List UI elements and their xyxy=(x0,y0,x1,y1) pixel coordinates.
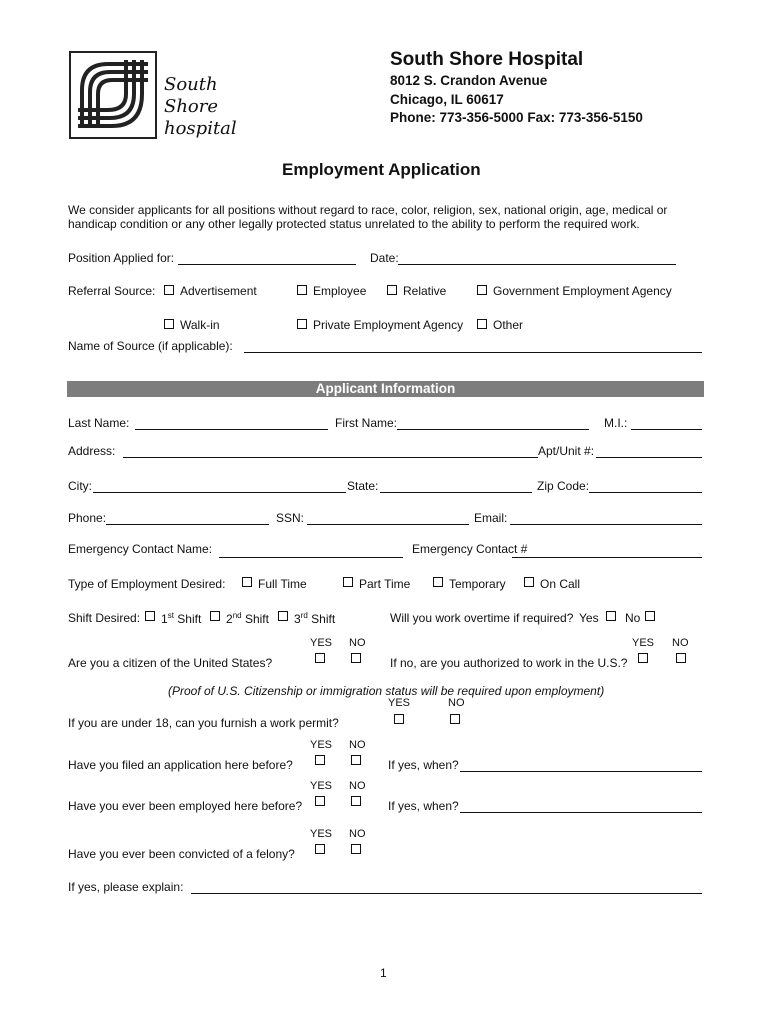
overtime-question: Will you work overtime if required? xyxy=(390,611,574,625)
part-time-label: Part Time xyxy=(359,577,411,591)
referral-employee-checkbox[interactable] xyxy=(297,285,307,295)
apt-field[interactable] xyxy=(596,457,702,458)
employed-when-field[interactable] xyxy=(460,812,702,813)
under18-question: If you are under 18, can you furnish a work permit? xyxy=(68,716,339,730)
logo-text-hospital: hospital xyxy=(164,118,237,139)
felony-no-header: NO xyxy=(349,828,366,840)
emergency-name-field[interactable] xyxy=(219,557,403,558)
ssn-field[interactable] xyxy=(307,524,469,525)
position-label: Position Applied for: xyxy=(68,251,175,265)
hospital-logo xyxy=(68,48,244,143)
second-shift-label: 2nd Shift xyxy=(226,611,269,626)
applicant-info-section-header: Applicant Information xyxy=(67,381,704,397)
proof-note: (Proof of U.S. Citizenship or immigration status will be required upon employment) xyxy=(168,684,605,698)
authorized-question: If no, are you authorized to work in the U.S.? xyxy=(390,656,628,670)
email-label: Email: xyxy=(474,511,508,525)
filed-yes-checkbox[interactable] xyxy=(315,755,325,765)
referral-relative-label: Relative xyxy=(403,284,447,298)
referral-advertisement-label: Advertisement xyxy=(180,284,257,298)
address-field[interactable] xyxy=(123,457,538,458)
referral-other-checkbox[interactable] xyxy=(477,319,487,329)
source-name-label: Name of Source (if applicable): xyxy=(68,339,233,353)
on-call-label: On Call xyxy=(540,577,581,591)
form-title: Employment Application xyxy=(282,160,481,179)
logo-mark-icon xyxy=(68,50,158,142)
filed-when-label: If yes, when? xyxy=(388,758,459,772)
citizen-yes-checkbox[interactable] xyxy=(315,653,325,663)
overtime-no-label: No xyxy=(625,611,641,625)
shift-label: Shift Desired: xyxy=(68,611,141,625)
permit-yes-header: YES xyxy=(388,697,411,709)
page-number: 1 xyxy=(380,966,387,980)
temporary-checkbox[interactable] xyxy=(433,577,443,587)
full-time-label: Full Time xyxy=(258,577,307,591)
explain-label: If yes, please explain: xyxy=(68,880,184,894)
filed-before-question: Have you filed an application here before? xyxy=(68,758,293,772)
employed-before-question: Have you ever been employed here before? xyxy=(68,799,303,813)
position-field[interactable] xyxy=(178,264,356,265)
hospital-city: Chicago, IL 60617 xyxy=(390,92,504,107)
filed-when-field[interactable] xyxy=(460,771,702,772)
referral-advertisement-checkbox[interactable] xyxy=(164,285,174,295)
referral-walkin-label: Walk-in xyxy=(180,318,220,332)
overtime-no-checkbox[interactable] xyxy=(645,611,655,621)
on-call-checkbox[interactable] xyxy=(524,577,534,587)
citizen-yes-header: YES xyxy=(310,637,333,649)
felony-yes-checkbox[interactable] xyxy=(315,844,325,854)
first-shift-label: 1st Shift xyxy=(161,611,202,626)
authorized-no-header: NO xyxy=(672,637,689,649)
intro-line-2: handicap condition or any other legally protected status unrelated to the ability to perform the required work. xyxy=(68,217,640,231)
mi-field[interactable] xyxy=(631,429,702,430)
city-field[interactable] xyxy=(93,492,346,493)
last-name-label: Last Name: xyxy=(68,416,130,430)
authorized-yes-header: YES xyxy=(632,637,655,649)
hospital-name: South Shore Hospital xyxy=(390,49,584,70)
overtime-yes-checkbox[interactable] xyxy=(606,611,616,621)
felony-yes-header: YES xyxy=(310,828,333,840)
hospital-phone: Phone: 773-356-5000 Fax: 773-356-5150 xyxy=(390,110,643,125)
filed-yes-header: YES xyxy=(310,739,333,751)
source-name-field[interactable] xyxy=(244,352,702,353)
employed-yes-checkbox[interactable] xyxy=(315,796,325,806)
filed-no-checkbox[interactable] xyxy=(351,755,361,765)
second-shift-checkbox[interactable] xyxy=(210,611,220,621)
last-name-field[interactable] xyxy=(135,429,328,430)
referral-other-label: Other xyxy=(493,318,524,332)
felony-question: Have you ever been convicted of a felony? xyxy=(68,847,295,861)
logo-text-shore: Shore xyxy=(164,96,219,117)
referral-walkin-checkbox[interactable] xyxy=(164,319,174,329)
part-time-checkbox[interactable] xyxy=(343,577,353,587)
emergency-number-label: Emergency Contact # xyxy=(412,542,528,556)
referral-government-label: Government Employment Agency xyxy=(493,284,672,298)
temporary-label: Temporary xyxy=(449,577,506,591)
citizen-no-checkbox[interactable] xyxy=(351,653,361,663)
overtime-yes-label: Yes xyxy=(579,611,599,625)
referral-employee-label: Employee xyxy=(313,284,367,298)
citizen-no-header: NO xyxy=(349,637,366,649)
referral-relative-checkbox[interactable] xyxy=(387,285,397,295)
address-label: Address: xyxy=(68,444,116,458)
emergency-name-label: Emergency Contact Name: xyxy=(68,542,213,556)
third-shift-label: 3rd Shift xyxy=(294,611,336,626)
permit-no-header: NO xyxy=(448,697,465,709)
zip-field[interactable] xyxy=(589,492,702,493)
mi-label: M.I.: xyxy=(604,416,628,430)
first-shift-checkbox[interactable] xyxy=(145,611,155,621)
state-label: State: xyxy=(347,479,379,493)
phone-field[interactable] xyxy=(106,524,269,525)
full-time-checkbox[interactable] xyxy=(242,577,252,587)
referral-private-agency-label: Private Employment Agency xyxy=(313,318,464,332)
felony-no-checkbox[interactable] xyxy=(351,844,361,854)
referral-private-agency-checkbox[interactable] xyxy=(297,319,307,329)
date-label: Date: xyxy=(370,251,399,265)
date-field[interactable] xyxy=(398,264,676,265)
state-field[interactable] xyxy=(380,492,532,493)
referral-government-checkbox[interactable] xyxy=(477,285,487,295)
third-shift-checkbox[interactable] xyxy=(278,611,288,621)
city-label: City: xyxy=(68,479,92,493)
first-name-field[interactable] xyxy=(397,429,589,430)
hospital-address: 8012 S. Crandon Avenue xyxy=(390,73,548,88)
explain-field[interactable] xyxy=(191,893,702,894)
citizen-question: Are you a citizen of the United States? xyxy=(68,656,273,670)
employed-yes-header: YES xyxy=(310,780,333,792)
authorized-yes-checkbox[interactable] xyxy=(638,653,648,663)
permit-no-checkbox[interactable] xyxy=(450,714,460,724)
employment-type-label: Type of Employment Desired: xyxy=(68,577,226,591)
emergency-number-field[interactable] xyxy=(512,557,702,558)
ssn-label: SSN: xyxy=(276,511,305,525)
phone-label: Phone: xyxy=(68,511,107,525)
filed-no-header: NO xyxy=(349,739,366,751)
employed-no-header: NO xyxy=(349,780,366,792)
referral-label: Referral Source: xyxy=(68,284,156,298)
first-name-label: First Name: xyxy=(335,416,398,430)
apt-label: Apt/Unit #: xyxy=(538,444,595,458)
logo-text-south: South xyxy=(164,74,218,95)
employed-no-checkbox[interactable] xyxy=(351,796,361,806)
email-field[interactable] xyxy=(510,524,702,525)
employed-when-label: If yes, when? xyxy=(388,799,459,813)
authorized-no-checkbox[interactable] xyxy=(676,653,686,663)
permit-yes-checkbox[interactable] xyxy=(394,714,404,724)
intro-line-1: We consider applicants for all positions without regard to race, color, religion, sex, national origin, age, medical or xyxy=(68,203,668,217)
zip-label: Zip Code: xyxy=(537,479,590,493)
